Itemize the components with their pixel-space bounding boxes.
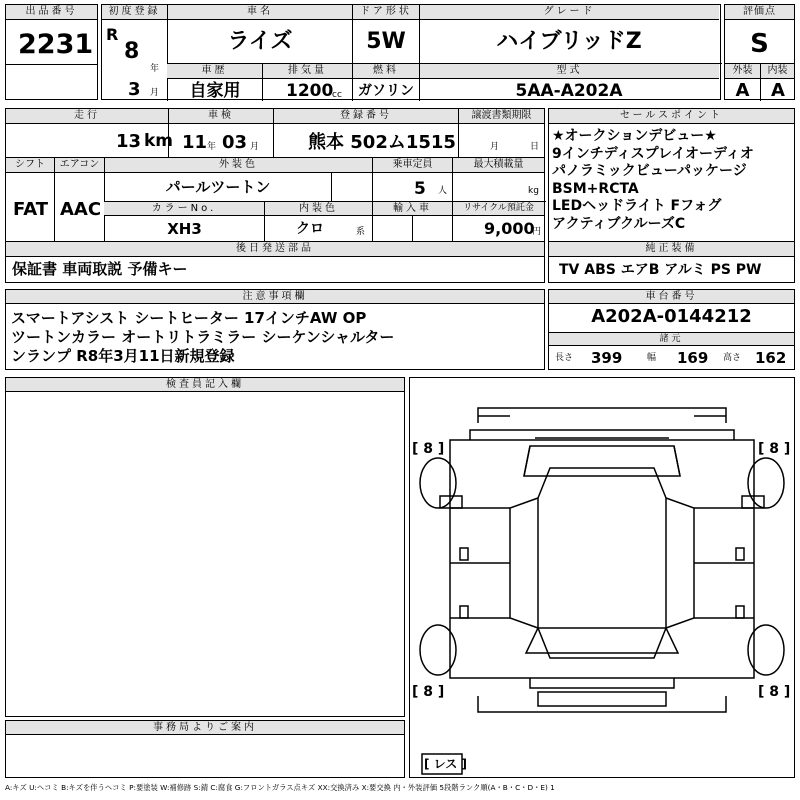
height-label: 高さ: [723, 353, 742, 363]
later-parts-label: 後日発送部品: [6, 242, 544, 257]
color-number: XH3: [167, 220, 202, 238]
vehicle-history: 自家用: [189, 81, 241, 101]
year-unit: 年: [150, 64, 160, 74]
lot-number-label: 出品番号: [6, 5, 97, 20]
length: 399: [591, 349, 623, 367]
first-reg-year: 8: [124, 39, 140, 64]
sales-point-box: [548, 108, 795, 283]
grade: ハイブリッドZ: [496, 29, 642, 54]
history-label: 車歴: [167, 64, 262, 79]
chassis-number: A202A-0144212: [591, 306, 752, 327]
displacement: 1200: [286, 81, 334, 101]
capacity: 5: [414, 179, 426, 199]
lot-number: 2231: [18, 29, 94, 60]
exterior-grade: A: [735, 80, 750, 101]
month-unit: 月: [150, 88, 160, 98]
first-reg-era: R: [106, 25, 119, 44]
car-diagram-box: [409, 377, 795, 778]
recycle-deposit: 9,000: [484, 219, 535, 238]
grade-label: グレード: [419, 5, 719, 20]
equipment: TV ABS エアB アルミ PS PW: [559, 262, 762, 278]
air-conditioner: AAC: [60, 199, 102, 220]
details-box: [5, 108, 545, 283]
sales-line: パノラミックビューパッケージ: [552, 163, 747, 179]
mileage: 13: [116, 131, 142, 152]
spare-tire: [ レス ]: [424, 757, 467, 771]
lot-number-box: [5, 4, 98, 100]
recycle-unit: 円: [532, 227, 542, 237]
plate-label: 登録番号: [273, 109, 458, 124]
door-type: 5W: [366, 29, 406, 54]
sales-point-label: セールスポイント: [549, 109, 794, 124]
recycle-label: リサイクル預託金: [452, 202, 544, 216]
exterior-color: パールツートン: [165, 178, 271, 196]
mileage-unit: km: [144, 131, 174, 151]
sales-line: ★オークションデビュー★: [552, 128, 717, 144]
color-no-label: カラーNo.: [104, 202, 264, 216]
load-unit: kg: [528, 186, 539, 196]
sales-line: BSM+RCTA: [552, 180, 639, 197]
interior-grade: A: [771, 80, 785, 101]
tire-front-left: [ 8 ]: [412, 441, 445, 457]
chassis-box: [548, 289, 795, 370]
fuel: ガソリン: [358, 83, 414, 99]
mileage-label: 走行: [6, 109, 168, 124]
interior-color: クロ: [296, 221, 324, 237]
load-label: 最大積載量: [452, 158, 544, 173]
sales-line: LEDヘッドライト Fフォグ: [552, 198, 722, 214]
note-line: ンランプ R8年3月11日新規登録: [11, 347, 235, 365]
displacement-unit: cc: [332, 90, 342, 100]
chassis-label: 車台番号: [549, 290, 794, 304]
dims-label: 諸元: [549, 333, 794, 346]
inspector-label: 検査員記入欄: [6, 378, 404, 392]
interior-label: 内装: [760, 64, 794, 79]
int-color-unit: 系: [356, 227, 366, 237]
int-color-label: 内装色: [264, 202, 372, 216]
inspector-box: [5, 377, 405, 717]
inspection-month-unit: 月: [250, 142, 260, 152]
fuel-label: 燃料: [352, 64, 419, 79]
color-label: 外装色: [104, 158, 372, 173]
inspection-month: 03: [222, 132, 248, 153]
score-box: [724, 4, 795, 100]
later-parts: 保証書 車両取説 予備キー: [12, 260, 188, 278]
vehicle-header-box: [101, 4, 721, 100]
sales-point-lines: [552, 128, 754, 233]
height: 162: [755, 349, 787, 367]
score: S: [750, 29, 769, 59]
score-label: 評価点: [725, 5, 794, 20]
first-reg-label: 初度登録: [102, 5, 167, 20]
tire-rear-right: [ 8 ]: [758, 684, 791, 700]
name-label: 車名: [167, 5, 352, 20]
transfer-day-unit: 日: [530, 142, 540, 152]
note-line: ツートンカラー オートリトラミラー シーケンシャルター: [11, 328, 395, 346]
import-label: 輸入車: [372, 202, 452, 216]
office-label: 事務局よりご案内: [6, 721, 404, 735]
model: 5AA-A202A: [515, 81, 623, 101]
car-name: ライズ: [227, 29, 293, 54]
notes-box: [5, 289, 545, 370]
ac-label: エアコン: [54, 158, 104, 173]
inspection-year-unit: 年: [207, 142, 217, 152]
car-diagram: [410, 378, 794, 777]
equipment-label: 純正装備: [549, 242, 794, 257]
displacement-label: 排気量: [262, 64, 352, 79]
shift-label: シフト: [6, 158, 54, 173]
capacity-label: 乗車定員: [372, 158, 452, 173]
note-line: スマートアシスト シートヒーター 17インチAW OP: [11, 309, 367, 327]
width-label: 幅: [647, 353, 657, 363]
transfer-label: 譲渡書類期限: [458, 109, 544, 124]
width: 169: [677, 349, 709, 367]
notes-label: 注意事項欄: [6, 290, 544, 304]
sales-line: アクティブクルーズC: [552, 215, 686, 232]
sales-line: 9インチディスプレイオーディオ: [552, 145, 754, 162]
plate-number: 熊本 502ム1515: [308, 132, 456, 153]
inspection-year: 11: [182, 132, 208, 153]
tire-front-right: [ 8 ]: [758, 441, 791, 457]
tire-rear-left: [ 8 ]: [412, 684, 445, 700]
model-label: 型式: [419, 64, 719, 79]
inspection-label: 車検: [168, 109, 273, 124]
door-label: ドア形状: [352, 5, 419, 20]
notes-lines: [11, 309, 394, 366]
shift: FAT: [13, 199, 49, 220]
length-label: 長さ: [555, 353, 574, 363]
damage-legend: A:キズ U:ヘコミ B:キズを伴うヘコミ P:要塗装 W:補修跡 S:錆 C:腐食 G:フロントガラス点キズ XX:交換済み X:要交換 内・外装評価 5段階ランク順(A・B・C・D・E) 1: [5, 783, 555, 792]
office-box: [5, 720, 405, 778]
exterior-label: 外装: [725, 64, 760, 79]
capacity-unit: 人: [438, 186, 448, 196]
first-reg-month: 3: [128, 79, 141, 100]
transfer-month-unit: 月: [490, 142, 500, 152]
